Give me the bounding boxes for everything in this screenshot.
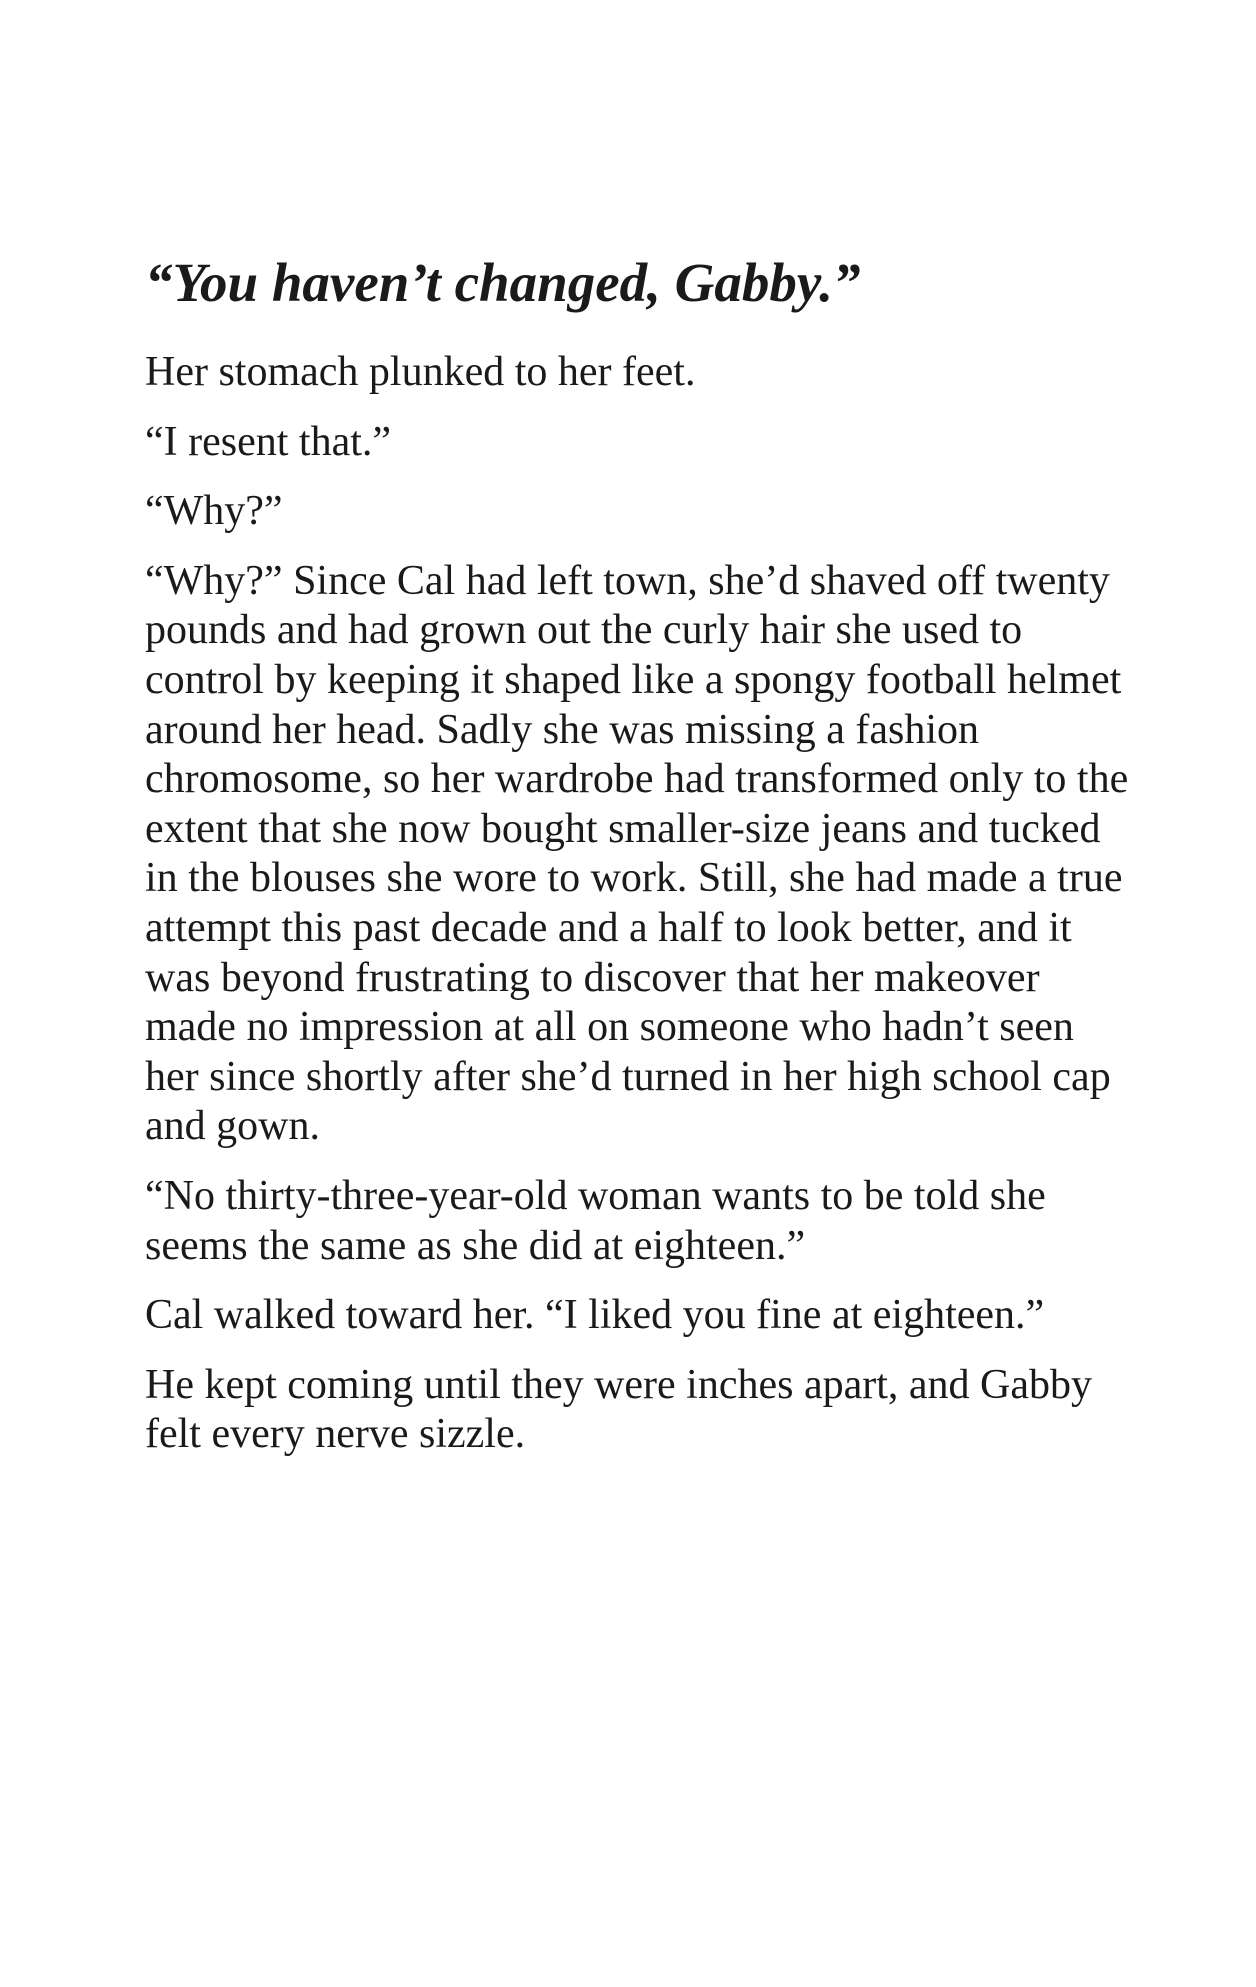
paragraph: “Why?” xyxy=(145,488,283,535)
page-content xyxy=(145,250,1130,1480)
paragraph: Her stomach plunked to her feet. xyxy=(145,349,696,395)
paragraph: “No thirty-three-year-old woman wants to be told she seems the same as she did at eighteen.” xyxy=(145,1172,1046,1269)
paragraph: “I resent that.” xyxy=(145,418,392,465)
paragraph: “Why?” Since Cal had left town, she’d shaved off twenty pounds and had grown out the curly hair she used to control by keeping it shaped like a spongy football helmet around her head. Sadly she was missing a fashion chromosome, so her wardrobe had transformed only to the extent that she now bought smaller-size jeans and tucked in the blouses she wore to work. Still, she had made a true attempt this past decade and a half to look better, and it was beyond frustrating to discover that her makeover made no impression at all on someone who hadn’t seen her since shortly after she’d turned in her high school cap and gown. xyxy=(145,557,1129,1150)
paragraph: Cal walked toward her. “I liked you fine at eighteen.” xyxy=(145,1292,1045,1339)
paragraph: He kept coming until they were inches apart, and Gabby felt every nerve sizzle. xyxy=(145,1361,1093,1458)
page-heading: “You haven’t changed, Gabby.” xyxy=(145,252,861,313)
